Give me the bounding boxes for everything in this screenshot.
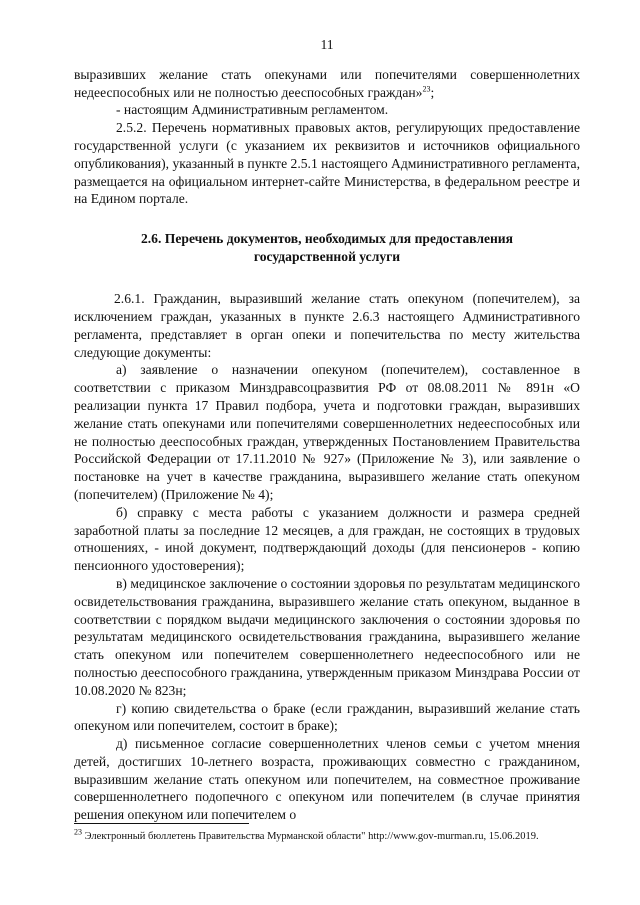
section-title	[74, 230, 580, 266]
list-item-a: а) заявление о назначении опекуном (попечителем), составленное в соответствии с приказом Минздравсоцразвития РФ от 08.08.2011 № 891н «О реализации пункта 17 Правил подбора, учета и подготовки граждан, выразивших желание стать опекунами или попечителями совершеннолетних недееспособных или не полностью дееспособных граждан, утвержденных Постановлением Правительства Российской Федерации от 17.11.2010 № 927» (Приложение № 3), или заявление о постановке на учет в качестве гражданина, выразившего желание стать опекуном (попечителем) (Приложение № 4);	[74, 362, 580, 502]
list-item-v: в) медицинское заключение о состоянии здоровья по результатам медицинского освидетельствования гражданина, выразившего желание стать опекуном, выданное в соответствии с порядком выдачи медицинского заключения о состоянии здоровья по результатам медицинского освидетельствования гражданина, выразившего желание стать опекуном или попечителем совершеннолетнего недееспособного или не полностью дееспособного гражданина, утвержденным приказом Минздрава России от 10.08.2020 № 823н;	[74, 575, 580, 698]
footnote	[74, 827, 580, 843]
intro-text: выразивших желание стать опекунами или попечителями совершеннолетних недееспособных или не полностью дееспособных граждан»	[74, 66, 580, 100]
section-title-line-1: 2.6. Перечень документов, необходимых для предоставления	[140, 231, 513, 247]
footnote-text: Электронный бюллетень Правительства Мурманской области" http://www.gov-murman.ru, 15.06.2019.	[82, 831, 539, 842]
paragraph-2-5-2: 2.5.2. Перечень нормативных правовых актов, регулирующих предоставление государственной услуги (с указанием их реквизитов и источников официального опубликования), указанный в пункте 2.5.1 настоящего Административного регламента, размещается на официальном интернет-сайте Министерства, в федеральном реестре и на Едином портале.	[74, 120, 580, 207]
intro-continuation	[74, 66, 580, 102]
footnote-divider	[74, 823, 249, 824]
footnote-reference[interactable]: 23	[422, 84, 431, 94]
list-item-g: г) копию свидетельства о браке (если гражданин, выразивший желание стать опекуном или попечителем, состоит в браке);	[74, 700, 580, 734]
footnote-number: 23	[74, 827, 82, 837]
list-item-d: д) письменное согласие совершеннолетних членов семьи с учетом мнения детей, достигших 10-летнего возраста, проживающих совместно с гражданином, выразившим желание стать опекуном или попечителем, на совместное проживание совершеннолетнего подопечного с опекуном или попечителем (в случае принятия решения опекуном или попечителем о	[74, 736, 580, 823]
page-number: 11	[320, 37, 334, 52]
paragraph-2-6-1: 2.6.1. Гражданин, выразивший желание стать опекуном (попечителем), за исключением граждан, указанных в пункте 2.6.3 настоящего Административного регламента, представляет в орган опеки и попечительства по месту жительства следующие документы:	[74, 291, 580, 360]
list-item-regulation: - настоящим Административным регламентом.	[116, 102, 389, 118]
section-title-line-2: государственной услуги	[253, 249, 401, 265]
intro-text-end: ;	[430, 84, 435, 100]
list-item-b: б) справку с места работы с указанием должности и размера средней заработной платы за последние 12 месяцев, а для граждан, не состоящих в трудовых отношениях, - иной документ, подтверждающий доходы (для пенсионеров - копию пенсионного удостоверения);	[74, 504, 580, 574]
